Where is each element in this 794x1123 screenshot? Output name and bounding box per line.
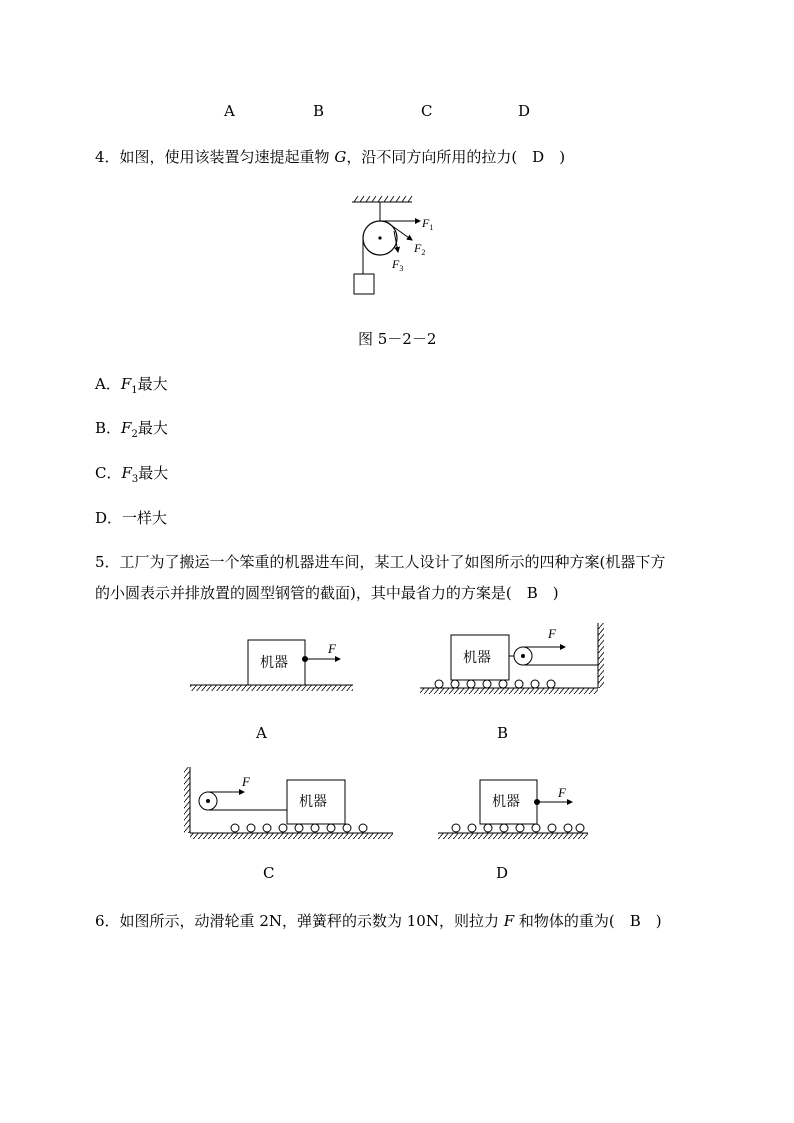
- ceiling-hatch: [352, 196, 412, 202]
- question-5-line-1: 5．工厂为了搬运一个笨重的机器进车间，某工人设计了如图所示的四种方案(机器下方: [95, 553, 666, 571]
- f1-label: $F_1$: [422, 216, 434, 232]
- diagram-label-d: D: [496, 864, 509, 882]
- top-option-d: D: [518, 102, 531, 120]
- force-label-a: F: [328, 641, 336, 656]
- top-option-a: A: [224, 102, 235, 120]
- pulley-figure: [340, 192, 450, 302]
- f3-label: $F_3$: [392, 257, 404, 273]
- machine-label-a: 机器: [260, 655, 288, 671]
- diagram-label-a: A: [256, 724, 267, 742]
- q4-option-d: D．一样大: [95, 509, 168, 527]
- diagram-a: [190, 640, 353, 691]
- machine-label-b: 机器: [463, 650, 491, 666]
- machine-label-c: 机器: [299, 794, 327, 810]
- q4-stem-text: 4．如图，使用该装置匀速提起重物: [95, 148, 335, 166]
- force-label-c: F: [242, 774, 250, 789]
- q4-var-g: G: [334, 148, 347, 166]
- top-option-b: B: [313, 102, 325, 120]
- q5-diagrams: [180, 615, 620, 845]
- figure-caption: 图 5－2－2: [358, 330, 437, 348]
- q4-option-b: B．$F_2$最大: [95, 419, 168, 440]
- question-4-stem: [95, 146, 565, 167]
- question-5-line-2: 的小圆表示并排放置的圆型钢管的截面)，其中最省力的方案是( B ): [95, 584, 559, 602]
- weight-block: [354, 274, 374, 294]
- diagram-label-b: B: [497, 724, 509, 742]
- top-option-c: C: [421, 102, 433, 120]
- q4-stem-end: ，沿不同方向所用的拉力( D ): [346, 148, 566, 166]
- diagram-label-c: C: [263, 864, 275, 882]
- force-label-b: F: [548, 626, 556, 641]
- force-label-d: F: [558, 785, 566, 800]
- f2-label: $F_2$: [414, 241, 426, 257]
- machine-label-d: 机器: [492, 794, 520, 810]
- diagram-b: [420, 623, 604, 694]
- diagram-d: [438, 780, 588, 839]
- q4-option-a: A．$F_1$最大: [95, 375, 168, 396]
- q4-option-c: C．$F_3$最大: [95, 464, 169, 485]
- diagram-c: [184, 767, 393, 839]
- question-6-stem: 6．如图所示，动滑轮重 2N，弹簧秤的示数为 10N，则拉力 F 和物体的重为( B ): [95, 912, 662, 930]
